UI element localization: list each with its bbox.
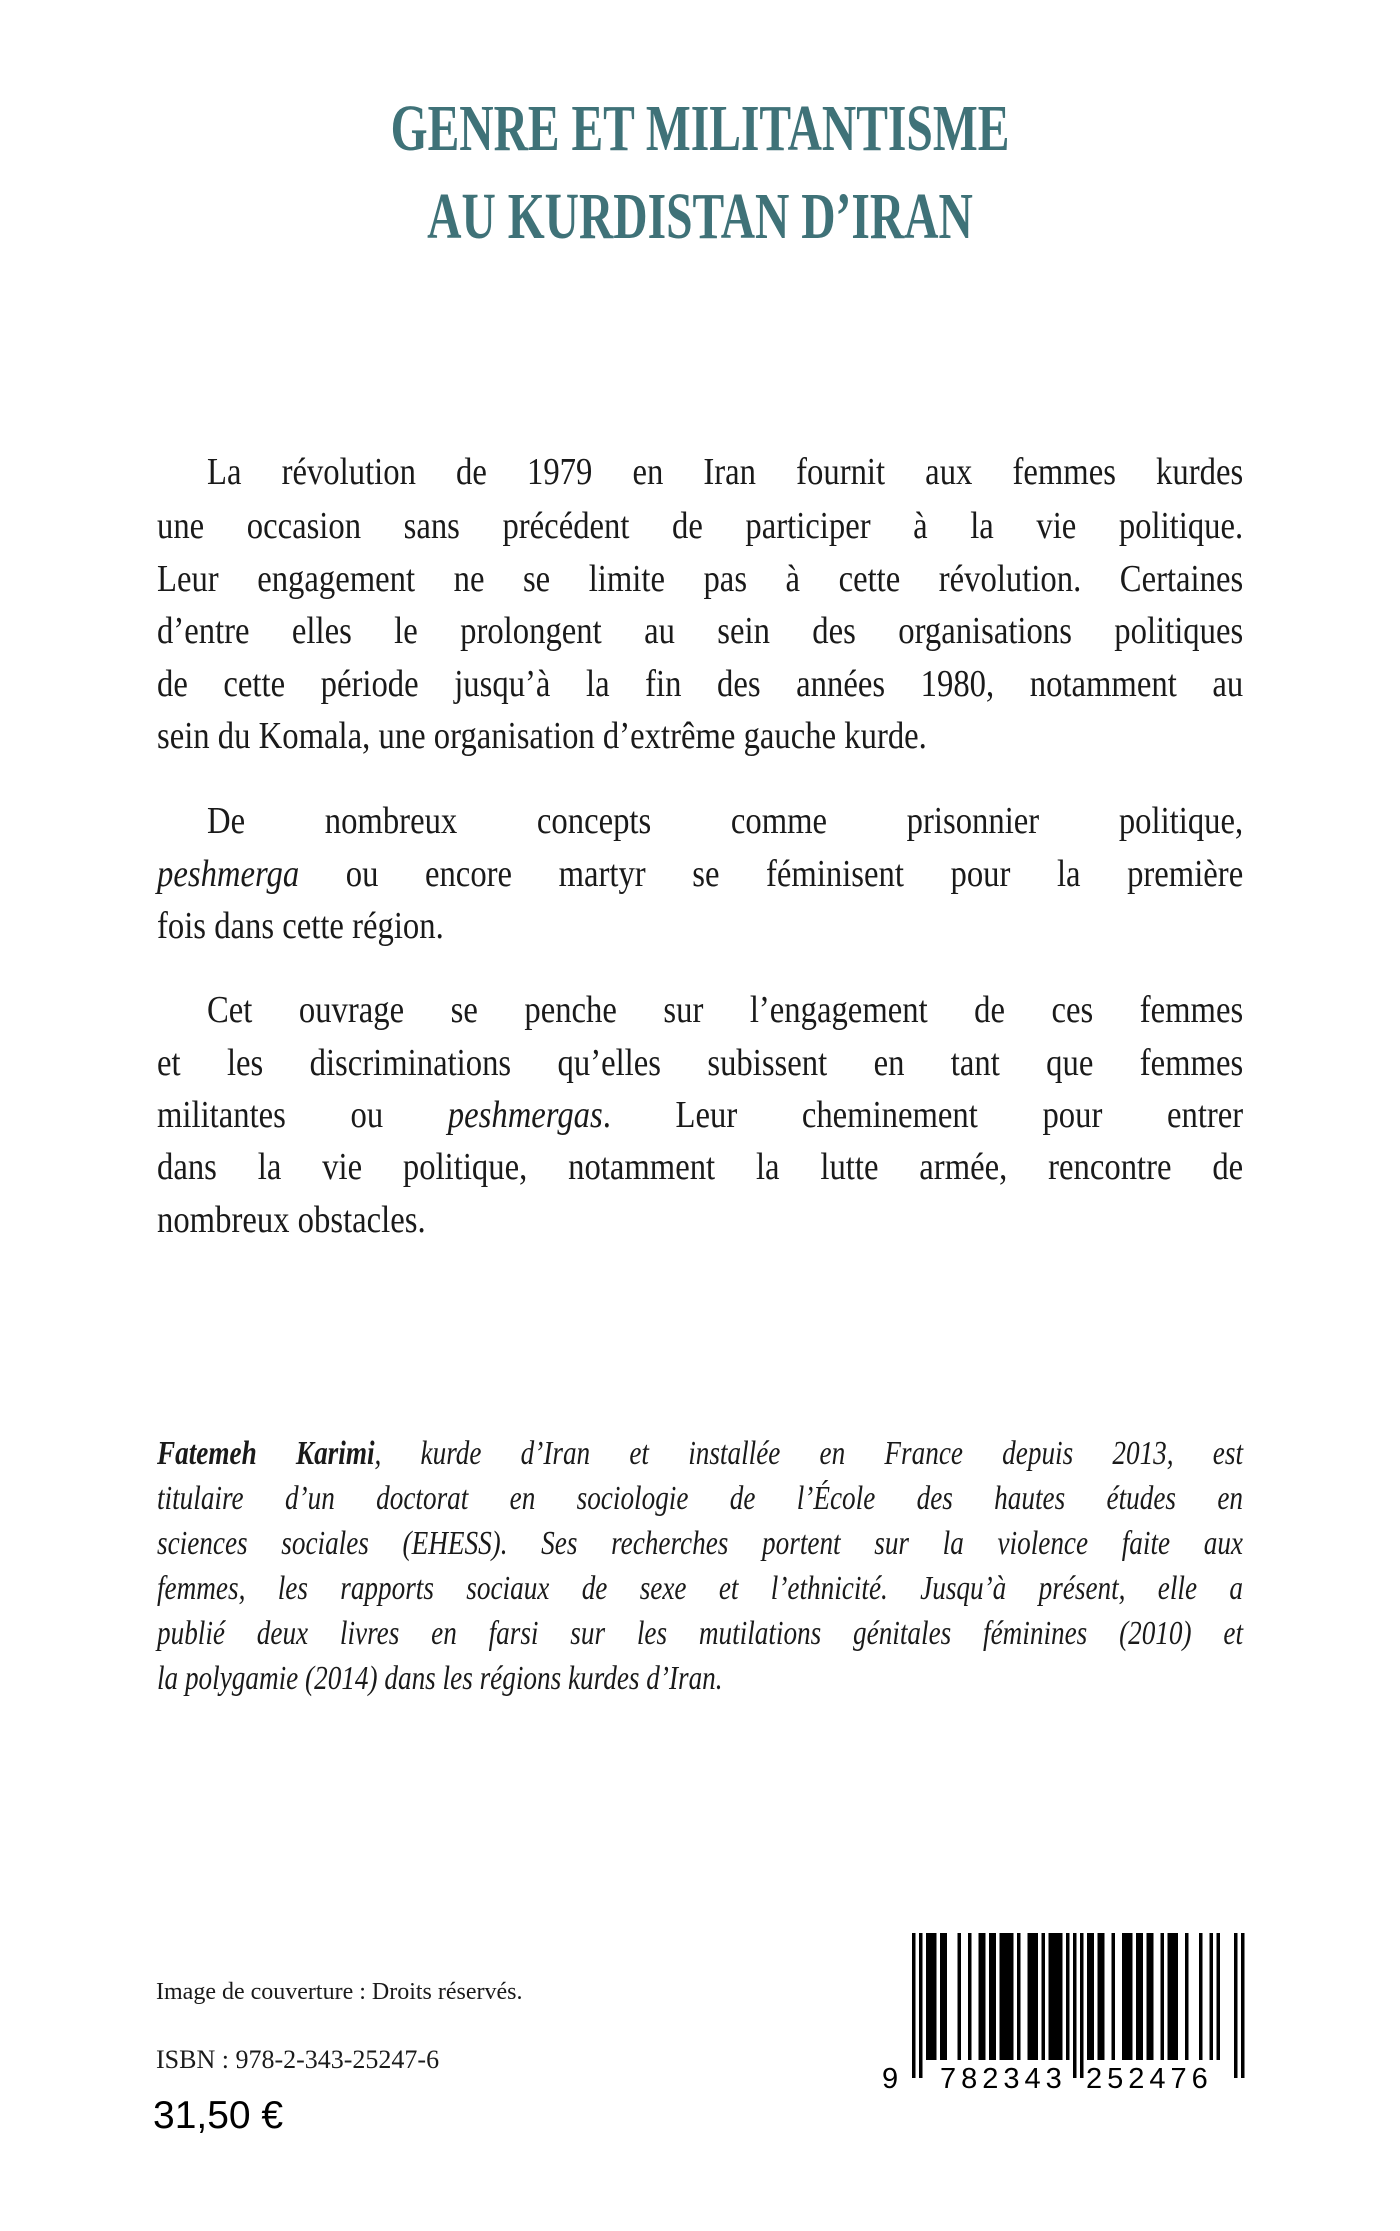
text-line: nombreux obstacles. xyxy=(157,1199,426,1241)
text-line: titulaire d’un doctorat en sociologie de l’École des hautes études en xyxy=(157,1480,1243,1517)
barcode-bar xyxy=(1161,1933,1165,2060)
text-line: Fatemeh Karimi, kurde d’Iran et installée en France depuis 2013, est xyxy=(157,1435,1244,1472)
text-line: la polygamie (2014) dans les régions kurdes d’Iran. xyxy=(157,1660,723,1697)
title-line-2: AU KURDISTAN D’IRAN xyxy=(427,180,973,253)
barcode-digits-right: 252476 xyxy=(1086,2063,1213,2095)
text-line: Leur engagement ne se limite pas à cette révolution. Certaines xyxy=(157,558,1244,600)
barcode-bar xyxy=(989,1933,996,2060)
barcode-bar xyxy=(958,1933,962,2060)
text-line: d’entre elles le prolongent au sein des organisations politiques xyxy=(157,610,1244,652)
barcode-guard-bar xyxy=(919,1933,923,2078)
text-line: de cette période jusqu’à la fin des années 1980, notamment au xyxy=(157,663,1244,705)
italic-term: peshmerga xyxy=(157,853,300,895)
barcode-bar xyxy=(1199,1933,1203,2060)
text-line: peshmerga ou encore martyr se féminisent pour la première xyxy=(157,853,1244,895)
author-name: Fatemeh Karimi xyxy=(157,1435,375,1472)
price: 31,50 € xyxy=(153,2094,284,2137)
barcode-bar xyxy=(1028,1933,1039,2060)
italic-term: peshmergas xyxy=(447,1094,603,1136)
cover-image-credit: Image de couverture : Droits réservés. xyxy=(156,1979,523,2005)
barcode-guard-bar xyxy=(912,1933,916,2078)
isbn: ISBN : 978-2-343-25247-6 xyxy=(156,2045,440,2074)
barcode-graphic xyxy=(876,1925,1248,2100)
barcode-bar xyxy=(968,1933,972,2060)
text-line: publié deux livres en farsi sur les mutilations génitales féminines (2010) et xyxy=(157,1615,1243,1652)
barcode-bar xyxy=(1185,1933,1189,2060)
barcode-bar xyxy=(940,1933,947,2060)
text-line: sciences sociales (EHESS). Ses recherches portent sur la violence faite aux xyxy=(157,1525,1243,1562)
barcode-bar xyxy=(926,1933,937,2060)
text-line: Cet ouvrage se penche sur l’engagement de ces femmes xyxy=(207,989,1244,1031)
text-line: femmes, les rapports sociaux de sexe et l’ethnicité. Jusqu’à présent, elle a xyxy=(157,1570,1243,1607)
text-line: une occasion sans précédent de participer à la vie politique. xyxy=(157,505,1244,547)
barcode-guard-bar xyxy=(1073,1933,1077,2078)
barcode-bar xyxy=(1147,1933,1154,2060)
barcode-bar xyxy=(1112,1933,1116,2060)
barcode-guard-bar xyxy=(1241,1933,1245,2078)
barcode-bar xyxy=(1217,1933,1221,2060)
barcode-bar xyxy=(1168,1933,1179,2060)
barcode-guard-bar xyxy=(1234,1933,1238,2078)
barcode-bar xyxy=(1136,1933,1143,2060)
barcode-bar xyxy=(1122,1933,1133,2060)
barcode-bars xyxy=(912,1933,1245,2078)
barcode-guard-bar xyxy=(1080,1933,1084,2078)
text-line: sein du Komala, une organisation d’extrême gauche kurde. xyxy=(157,715,927,757)
barcode-bar xyxy=(1000,1933,1014,2060)
text-line: dans la vie politique, notamment la lutte armée, rencontre de xyxy=(157,1146,1244,1188)
barcode-bar xyxy=(1017,1933,1021,2060)
barcode-bar xyxy=(1049,1933,1063,2060)
isbn-barcode xyxy=(876,1925,1248,2100)
text-line: fois dans cette région. xyxy=(157,905,444,947)
text-line: De nombreux concepts comme prisonnier politique, xyxy=(207,800,1244,842)
barcode-bar xyxy=(979,1933,986,2060)
barcode-bar xyxy=(1210,1933,1214,2060)
barcode-bar xyxy=(1066,1933,1070,2060)
barcode-bar xyxy=(1098,1933,1105,2060)
barcode-bar xyxy=(1042,1933,1046,2060)
barcode-digits-left: 782343 xyxy=(940,2063,1067,2095)
text-line: et les discriminations qu’elles subissent en tant que femmes xyxy=(157,1042,1244,1084)
text-line: La révolution de 1979 en Iran fournit aux femmes kurdes xyxy=(207,451,1244,493)
barcode-bar xyxy=(1087,1933,1094,2060)
text-line: militantes ou peshmergas. Leur cheminement pour entrer xyxy=(157,1094,1244,1136)
barcode-digit-first: 9 xyxy=(882,2063,899,2095)
title-line-1: GENRE ET MILITANTISME xyxy=(390,92,1010,165)
